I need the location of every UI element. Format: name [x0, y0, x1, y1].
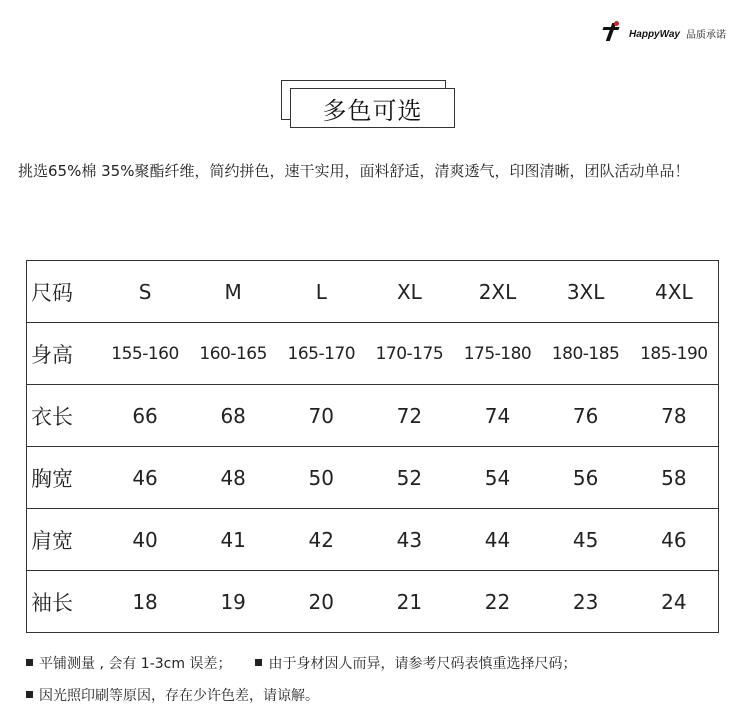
- table-cell: 74: [453, 385, 541, 447]
- size-header-cell: S: [101, 261, 189, 323]
- table-cell: 44: [453, 509, 541, 571]
- size-header-label: 尺码: [27, 261, 102, 323]
- row-label: 袖长: [27, 571, 102, 633]
- table-row-chest: [27, 447, 719, 509]
- brand-header: [603, 20, 726, 41]
- table-cell: 48: [189, 447, 277, 509]
- table-cell: 52: [365, 447, 453, 509]
- table-cell: 185-190: [630, 323, 719, 385]
- table-cell: 22: [453, 571, 541, 633]
- table-cell: 23: [542, 571, 630, 633]
- table-cell: 46: [101, 447, 189, 509]
- table-cell: 170-175: [365, 323, 453, 385]
- table-cell: 24: [630, 571, 719, 633]
- brand-name: HappyWay: [629, 29, 680, 40]
- note-text: 平铺测量 , 会有 1-3cm 误差；: [39, 656, 232, 672]
- table-cell: 54: [453, 447, 541, 509]
- size-header-cell: M: [189, 261, 277, 323]
- size-notes: [26, 648, 576, 712]
- table-cell: 21: [365, 571, 453, 633]
- row-label: 胸宽: [27, 447, 102, 509]
- table-row-height: [27, 323, 719, 385]
- table-row-length: [27, 385, 719, 447]
- bullet-square-icon: [26, 659, 33, 666]
- table-cell: 180-185: [542, 323, 630, 385]
- bullet-square-icon: [255, 659, 262, 666]
- table-cell: 46: [630, 509, 719, 571]
- size-header-cell: L: [277, 261, 365, 323]
- table-cell: 160-165: [189, 323, 277, 385]
- table-cell: 155-160: [101, 323, 189, 385]
- table-cell: 76: [542, 385, 630, 447]
- table-cell: 45: [542, 509, 630, 571]
- brand-slogan: 品质承诺: [686, 30, 726, 41]
- table-cell: 70: [277, 385, 365, 447]
- brand-logo-icon: [603, 21, 623, 41]
- table-cell: 72: [365, 385, 453, 447]
- table-cell: 68: [189, 385, 277, 447]
- size-header-cell: 3XL: [542, 261, 630, 323]
- section-title: 多色可选: [322, 96, 423, 125]
- table-cell: 50: [277, 447, 365, 509]
- row-label: 肩宽: [27, 509, 102, 571]
- note-text: 由于身材因人而异，请参考尺码表慎重选择尺码；: [268, 656, 577, 672]
- section-title-box: [281, 80, 459, 128]
- row-label: 身高: [27, 323, 102, 385]
- size-header-cell: 4XL: [630, 261, 719, 323]
- product-description: 挑选65%棉 35%聚酯纤维，简约拼色，速干实用，面料舒适，清爽透气，印图清晰，团队活动单品！: [18, 162, 690, 180]
- table-row-shoulder: [27, 509, 719, 571]
- size-chart-table: [26, 260, 719, 633]
- table-cell: 18: [101, 571, 189, 633]
- table-cell: 40: [101, 509, 189, 571]
- table-cell: 66: [101, 385, 189, 447]
- size-header-cell: XL: [365, 261, 453, 323]
- table-cell: 43: [365, 509, 453, 571]
- table-cell: 78: [630, 385, 719, 447]
- table-cell: 165-170: [277, 323, 365, 385]
- table-cell: 175-180: [453, 323, 541, 385]
- note-line: [26, 648, 576, 680]
- note-line: [26, 680, 576, 712]
- table-cell: 41: [189, 509, 277, 571]
- table-cell: 56: [542, 447, 630, 509]
- table-cell: 20: [277, 571, 365, 633]
- size-header-row: [27, 261, 719, 323]
- row-label: 衣长: [27, 385, 102, 447]
- table-row-sleeve: [27, 571, 719, 633]
- note-text: 因光照印刷等原因，存在少许色差，请谅解。: [39, 688, 319, 704]
- table-cell: 19: [189, 571, 277, 633]
- table-cell: 58: [630, 447, 719, 509]
- size-header-cell: 2XL: [453, 261, 541, 323]
- table-cell: 42: [277, 509, 365, 571]
- bullet-square-icon: [26, 691, 33, 698]
